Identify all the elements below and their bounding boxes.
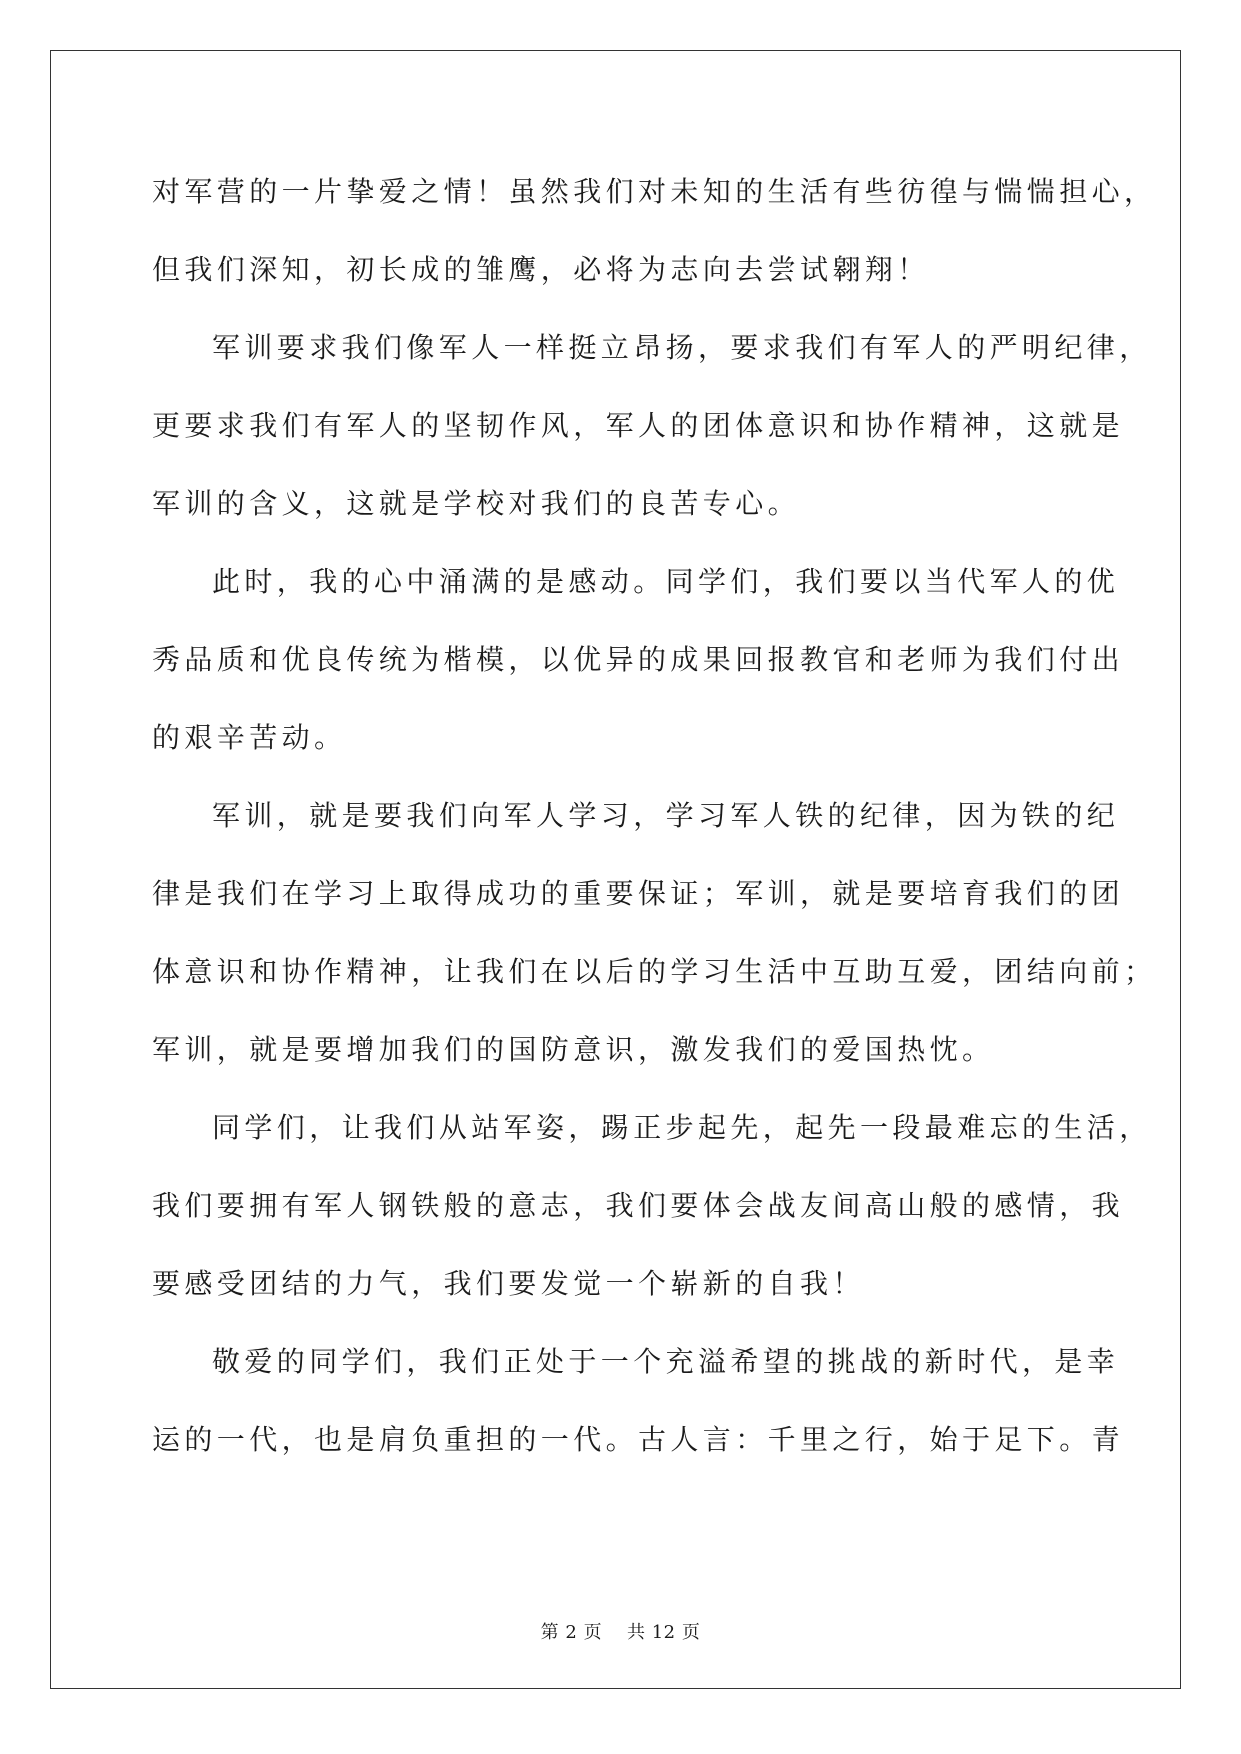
text-line-15: 要感受团结的力气，我们要发觉一个崭新的自我！ <box>152 1267 865 1300</box>
text-line-1: 对军营的一片挚爱之情！虽然我们对未知的生活有些彷徨与惴惴担心， <box>152 175 1157 208</box>
text-line-2: 但我们深知，初长成的雏鹰，必将为志向去尝试翱翔！ <box>152 253 930 286</box>
text-line-4: 更要求我们有军人的坚韧作风，军人的团体意识和协作精神，这就是 <box>152 409 1125 442</box>
text-line-16: 敬爱的同学们，我们正处于一个充溢希望的挑战的新时代，是幸 <box>212 1345 1120 1378</box>
text-line-9: 军训，就是要我们向军人学习，学习军人铁的纪律，因为铁的纪 <box>212 799 1120 832</box>
text-line-10: 律是我们在学习上取得成功的重要保证；军训，就是要培育我们的团 <box>152 877 1125 910</box>
page-total: 共 12 页 <box>626 1622 701 1643</box>
text-line-11: 体意识和协作精神，让我们在以后的学习生活中互助互爱，团结向前； <box>152 955 1157 988</box>
text-line-14: 我们要拥有军人钢铁般的意志，我们要体会战友间高山般的感情，我 <box>152 1189 1125 1222</box>
text-line-3: 军训要求我们像军人一样挺立昂扬，要求我们有军人的严明纪律， <box>212 331 1152 364</box>
page-number: 第 2 页 <box>540 1622 603 1643</box>
page-footer <box>0 1618 1241 1644</box>
text-line-17: 运的一代，也是肩负重担的一代。古人言：千里之行，始于足下。青 <box>152 1423 1125 1456</box>
text-line-12: 军训，就是要增加我们的国防意识，激发我们的爱国热忱。 <box>152 1033 995 1066</box>
text-line-13: 同学们，让我们从站军姿，踢正步起先，起先一段最难忘的生活， <box>212 1111 1152 1144</box>
text-line-7: 秀品质和优良传统为楷模，以优异的成果回报教官和老师为我们付出 <box>152 643 1125 676</box>
text-line-6: 此时，我的心中涌满的是感动。同学们，我们要以当代军人的优 <box>212 565 1120 598</box>
text-line-8: 的艰辛苦动。 <box>152 721 347 754</box>
text-line-5: 军训的含义，这就是学校对我们的良苦专心。 <box>152 487 801 520</box>
